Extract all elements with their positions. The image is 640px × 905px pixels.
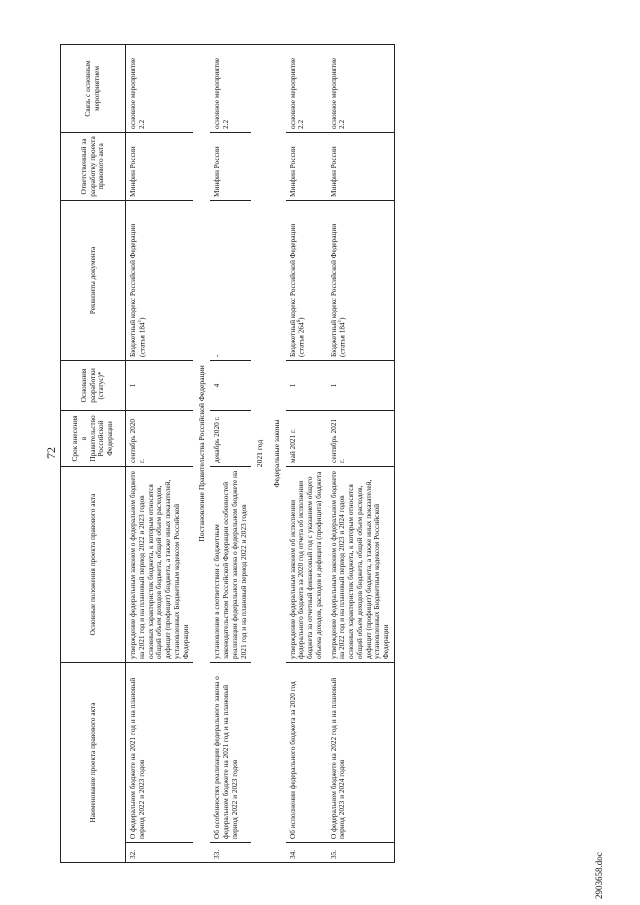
act-deadline: май 2021 г. bbox=[286, 410, 327, 466]
section-row bbox=[193, 44, 210, 862]
requisites-article-superscript: 1 bbox=[137, 319, 143, 323]
act-name: О федеральном бюджете на 2022 год и на плановый период 2023 и 2024 годов bbox=[327, 662, 395, 842]
act-provisions: утверждение федеральным законом о федеральном бюджете на 2022 год и на плановый период 2023 и 2024 годов основных характеристик бюджета, к которым относятся общий объем доходов бюджета, общий объем расходов, дефицит (профицит) бюджета, а также иных показателей, установленных Бюджетным кодексом Российской Федерации bbox=[327, 466, 395, 662]
legal-acts-table bbox=[60, 44, 395, 863]
section-row bbox=[251, 44, 268, 862]
page-number: 72 bbox=[44, 447, 58, 459]
table-row bbox=[126, 44, 194, 862]
header-name: Наименование проекта правового акта bbox=[61, 662, 126, 862]
table-header-row bbox=[61, 44, 126, 862]
act-name: О федеральном бюджете на 2021 год и на плановый период 2022 и 2023 годов bbox=[126, 662, 194, 842]
requisites-text: Бюджетный кодекс Российской Федерации bbox=[287, 223, 297, 357]
act-basis: 1 bbox=[286, 360, 327, 410]
act-provisions: утверждение федеральным законом об исполнении федерального бюджета за 2020 год отчета об исполнении бюджета за отчетный финансовый год с указанием общего объема доходов, расходов и дефицита (профицита) бюджета bbox=[286, 466, 327, 662]
act-requisites bbox=[210, 200, 251, 360]
requisites-article-superscript: 1 bbox=[338, 319, 344, 323]
document-id: 2903658.doc bbox=[594, 852, 604, 899]
header-basis: Основания разработки (статус)* bbox=[61, 360, 126, 410]
act-requisites: Бюджетный кодекс Российской Федерации (статья $264^6$) bbox=[286, 200, 327, 360]
act-name: Об особенностях реализации федерального закона о федеральном бюджете на 2021 год и на плановый период 2022 и 2023 годов bbox=[210, 662, 251, 842]
header-link: Связь с основным мероприятием bbox=[61, 44, 126, 132]
table-row bbox=[210, 44, 251, 862]
act-responsible: Минфин России bbox=[286, 132, 327, 200]
section-title: Федеральные законы bbox=[268, 44, 285, 862]
act-provisions: утверждение федеральным законом о федеральном бюджете на 2021 год и на плановый период 2022 и 2023 годов основных характеристик бюджета, к которым относятся общий объем доходов бюджета, общий объем расходов, дефицит (профицит) бюджета, а также иных показателей, установленных Бюджетным кодексом Российской Федерации bbox=[126, 466, 194, 662]
act-provisions: установление в соответствии с бюджетным законодательством Российской Федерации особенностей реализации федерального закона о федеральном бюджете на 2021 год и на плановый период 2022 и 2023 годов bbox=[210, 466, 251, 662]
act-deadline: декабрь 2020 г. bbox=[210, 410, 251, 466]
act-responsible: Минфин России bbox=[210, 132, 251, 200]
requisites-article-superscript: 6 bbox=[297, 319, 303, 323]
act-link: основное мероприятие 2.2 bbox=[126, 44, 194, 132]
requisites-text: Бюджетный кодекс Российской Федерации bbox=[328, 223, 338, 357]
act-deadline: сентябрь 2021 г. bbox=[327, 410, 395, 466]
act-basis: 1 bbox=[327, 360, 395, 410]
table-row bbox=[286, 44, 327, 862]
act-requisites: Бюджетный кодекс Российской Федерации (статья $184^1$) bbox=[327, 200, 395, 360]
header-provisions: Основные положения проекта правового акта bbox=[61, 466, 126, 662]
row-number: 35. bbox=[327, 843, 395, 863]
act-requisites: Бюджетный кодекс Российской Федерации (статья $184^1$) bbox=[126, 200, 194, 360]
section-row bbox=[268, 44, 285, 862]
requisites-article: (статья 184 bbox=[337, 322, 347, 357]
requisites-article: (статья 264 bbox=[296, 322, 306, 357]
row-number: 32. bbox=[126, 843, 194, 863]
section-title: 2021 год bbox=[251, 44, 268, 862]
row-number: 33. bbox=[210, 843, 251, 863]
requisites-text: - bbox=[212, 354, 222, 357]
act-link: основное мероприятие 2.2 bbox=[286, 44, 327, 132]
act-basis: 1 bbox=[126, 360, 194, 410]
header-requisites: Реквизиты документа bbox=[61, 200, 126, 360]
requisites-text: Бюджетный кодекс Российской Федерации bbox=[128, 223, 137, 357]
act-responsible: Минфин России bbox=[327, 132, 395, 200]
act-link: основное мероприятие 2.2 bbox=[210, 44, 251, 132]
act-deadline: сентябрь 2020 г. bbox=[126, 410, 194, 466]
section-title: Постановление Правительства Российской Федерации bbox=[193, 44, 210, 862]
act-basis: 4 bbox=[210, 360, 251, 410]
act-name: Об исполнении федерального бюджета за 2020 год bbox=[286, 662, 327, 842]
header-deadline: Срок внесения в Правительство Российской Федерации bbox=[61, 410, 126, 466]
act-link: основное мероприятие 2.2 bbox=[327, 44, 395, 132]
requisites-article: (статья 184 bbox=[137, 322, 147, 357]
row-number: 34. bbox=[286, 843, 327, 863]
act-responsible: Минфин России bbox=[126, 132, 194, 200]
table-row bbox=[327, 44, 395, 862]
header-responsible: Ответственный за разработку проекта правового акта bbox=[61, 132, 126, 200]
